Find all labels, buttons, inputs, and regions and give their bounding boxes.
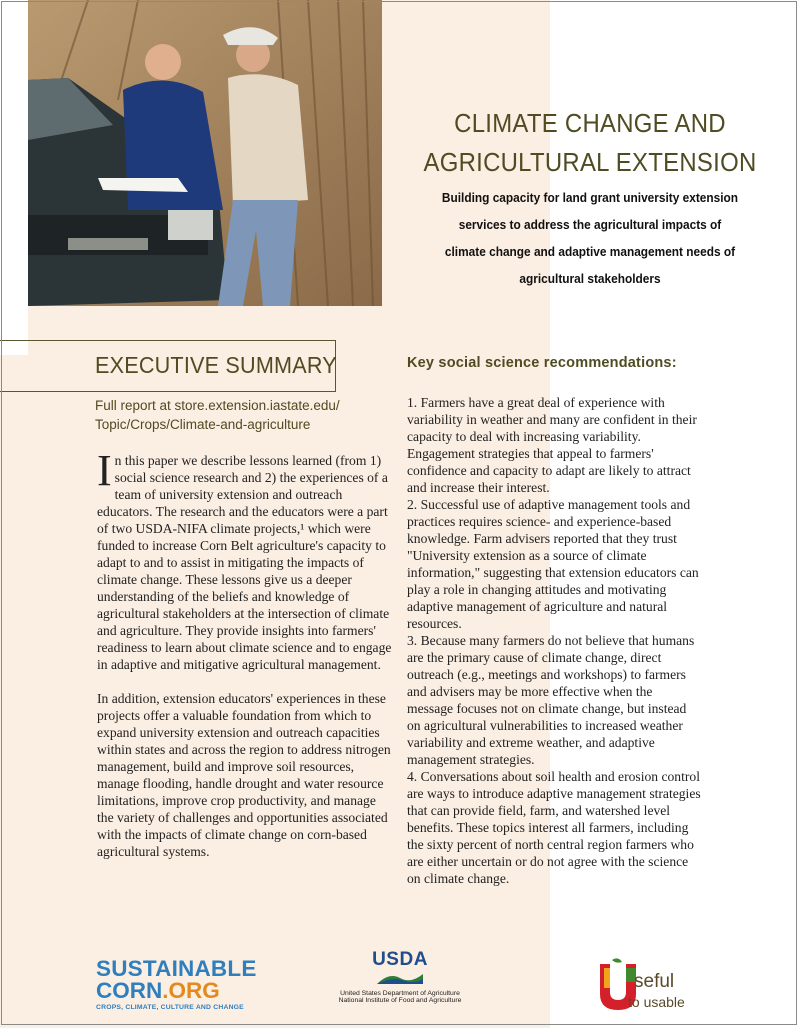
subtitle-line-4: agricultural stakeholders <box>519 271 661 286</box>
summary-paragraph-2: In addition, extension educators' experiences in these projects offer a valuable foundation from which to expand university extension and outreach capacities within states and across the region to address nitrogen management, build and improve soil resources, manage flooding, handle drought and water resource limitations, improve crop productivity, and manage the variety of challenges and opportunities associated with the impacts of climate change on corn-based agricultural systems. <box>97 691 391 859</box>
recommendations-heading: Key social science recommendations: <box>407 355 677 371</box>
sustainable-corn-line-1: SUSTAINABLE <box>96 956 257 981</box>
report-link-line-1[interactable]: Full report at store.extension.iastate.edu/ <box>95 398 340 413</box>
usda-department-name: United States Department of Agriculture <box>340 990 460 997</box>
executive-summary-heading: EXECUTIVE SUMMARY <box>95 352 337 378</box>
u2u-usable-text: to usable <box>628 994 685 1010</box>
subtitle-line-1: Building capacity for land grant university extension <box>441 190 739 205</box>
sustainable-corn-tagline: CROPS, CLIMATE, CULTURE AND CHANGE <box>96 1004 244 1011</box>
recommendation-item-1: 1. Farmers have a great deal of experience with variability in weather and many are confident in their capacity to deal with increasing variability. Engagement strategies that appeal to farmers' confidence and capacity to adapt are likely to attract and increase their interest. <box>407 395 697 495</box>
org-word: .ORG <box>162 978 220 1003</box>
subtitle-line-2: services to address the agricultural impacts of <box>458 217 722 232</box>
u2u-useful-text: seful <box>634 971 675 992</box>
recommendation-item-3: 3. Because many farmers do not believe that humans are the primary cause of climate change, direct outreach (e.g., meetings and workshops) to farmers and advisers may be more effective when the message focuses not on climate change, but instead on agricultural vulnerabilities to increased weather variability and extreme weather, and adaptive management strategies. <box>407 633 695 767</box>
recommendation-item-2: 2. Successful use of adaptive management tools and practices requires science- and experience-based knowledge. Farm advisers reported that they trust "University extension as a source of climate information," suggesting that extension educators can play a role in changing attitudes and motivating adaptive management of agriculture and natural resources. <box>407 497 699 631</box>
recommendation-item-4: 4. Conversations about soil health and erosion control are ways to introduce adaptive management strategies that can provide field, farm, and watershed level benefits. These topics interest all farmers, including the sixty percent of north central region farmers who are either uncertain or do not agree with the science on climate change. <box>407 769 701 886</box>
page-border <box>1 1 797 1025</box>
report-link-line-2[interactable]: Topic/Crops/Climate-and-agriculture <box>95 417 311 432</box>
usda-institute-name: National Institute of Food and Agriculture <box>338 997 462 1004</box>
title-line-1: CLIMATE CHANGE AND <box>454 108 726 138</box>
summary-paragraph-1-text: n this paper we describe lessons learned (from 1) social science research and 2) the experiences of a team of university extension and outreach educators. The research and the educators were a part of two USDA-NIFA climate projects,¹ which were funded to increase Corn Belt agriculture's capacity to adapt to and to assist in mitigating the impacts of climate change. These lessons give us a deeper understanding of the beliefs and knowledge of agricultural stakeholders at the intersection of climate and agriculture. They provide insights into farmers' readiness to learn about climate science and to engage in adaptive and mitigative agricultural management. <box>97 453 392 672</box>
title-line-2: AGRICULTURAL EXTENSION <box>423 147 757 177</box>
usda-wordmark: USDA <box>372 949 428 970</box>
drop-cap: I <box>97 446 112 495</box>
subtitle-line-3: climate change and adaptive management needs of <box>444 244 736 259</box>
corn-word: CORN <box>96 978 163 1003</box>
